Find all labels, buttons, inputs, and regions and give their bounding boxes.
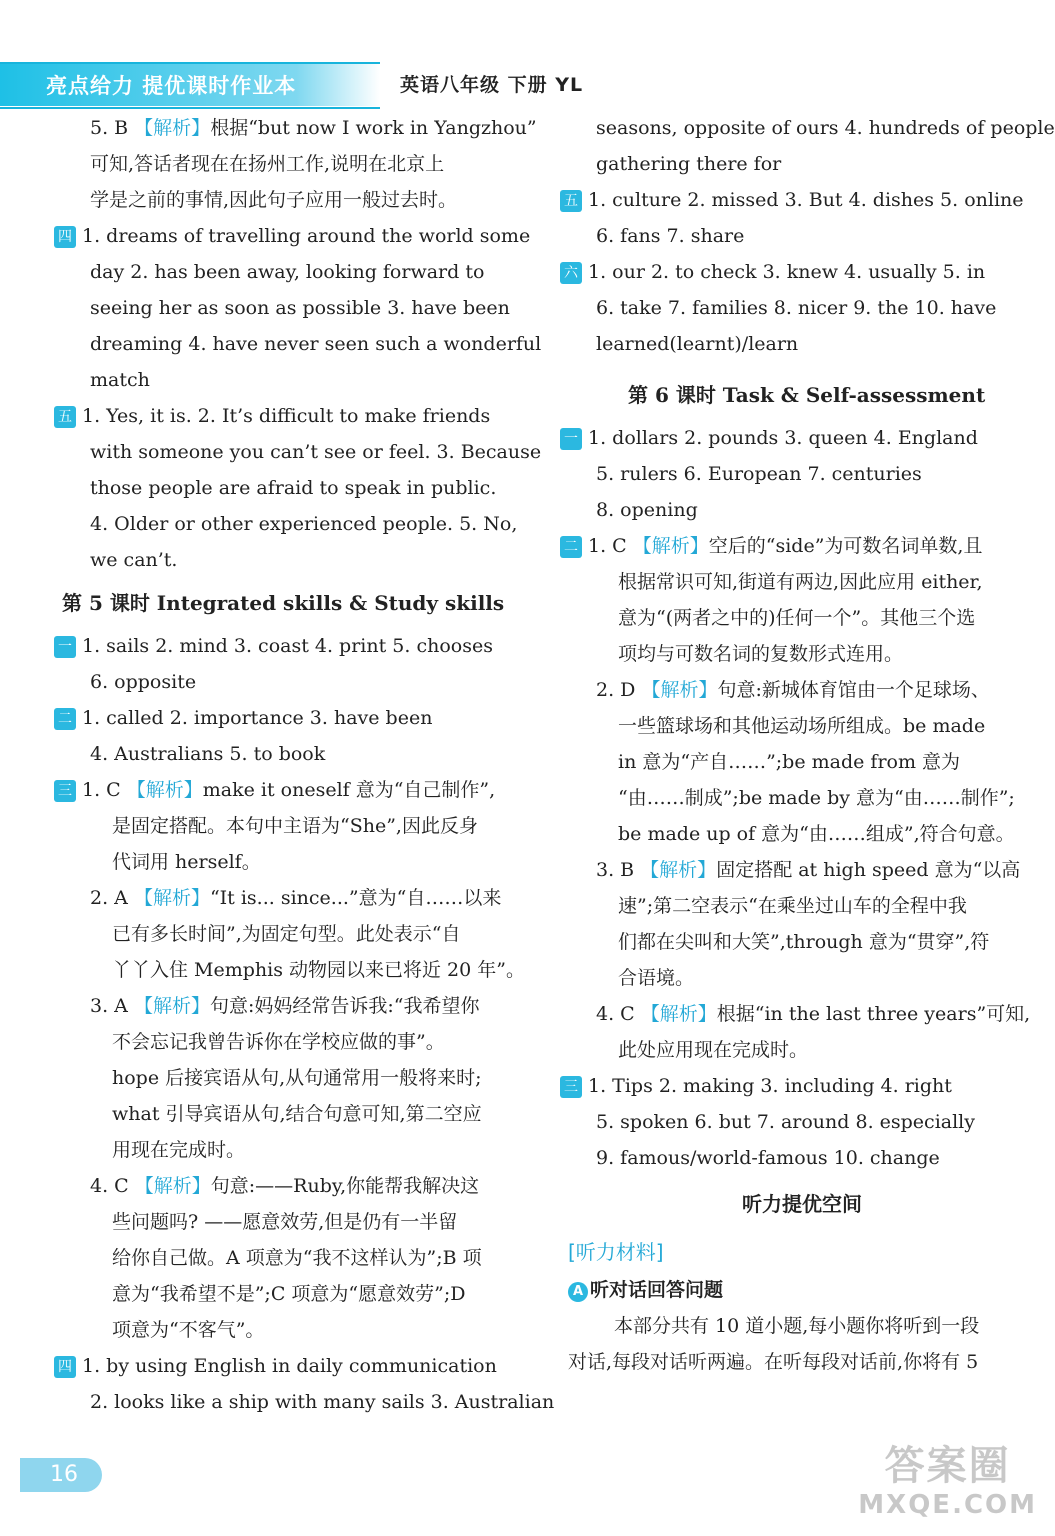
- answer-text: 意为“(两者之中的)任何一个”。其他三个选: [618, 607, 976, 629]
- answer-text: 1. C 【解析】make it oneself 意为“自己制作”,: [82, 779, 496, 801]
- answer-line: [58, 700, 538, 736]
- answer-line: [568, 218, 1036, 254]
- answer-line: [568, 110, 1055, 146]
- answer-line: [62, 1096, 538, 1132]
- answer-line: [568, 924, 1036, 960]
- answer-line: [568, 672, 1036, 708]
- section-number-icon: 五: [560, 190, 582, 212]
- answer-line: [62, 1024, 538, 1060]
- answer-line: [62, 254, 538, 290]
- lesson5-title: 第 5 课时 Integrated skills & Study skills: [62, 591, 505, 615]
- section-number-icon: 二: [560, 536, 582, 558]
- answer-block-lesson5-cont: [564, 110, 1055, 362]
- answer-text: 3. A 【解析】句意:妈妈经常告诉我:“我希望你: [90, 995, 480, 1017]
- analysis-tag: 【解析】: [641, 679, 718, 701]
- answer-text: 是固定搭配。本句中主语为“She”,因此反身: [112, 815, 478, 837]
- answer-text: 6. opposite: [90, 671, 197, 693]
- answer-text: 2. D 【解析】句意:新城体育馆由一个足球场、: [596, 679, 990, 701]
- answer-line: [62, 506, 538, 542]
- answer-line: [568, 744, 1036, 780]
- section-number-icon: 三: [54, 780, 76, 802]
- listening-paragraph-line: 对话,每段对话听两遍。在听每段对话前,你将有 5: [568, 1351, 979, 1373]
- answer-text: day 2. has been away, looking forward to: [90, 261, 485, 283]
- analysis-tag: 【解析】: [640, 859, 717, 881]
- answer-block-lesson4: [58, 110, 542, 578]
- answer-text: 6. take 7. families 8. nicer 9. the 10. have: [596, 297, 997, 319]
- part-title: 听对话回答问题: [590, 1279, 724, 1301]
- answer-text: 1. called 2. importance 3. have been: [82, 707, 433, 729]
- right-column: [564, 110, 1055, 1380]
- answer-line: [568, 146, 1036, 182]
- answer-text: 用现在完成时。: [112, 1139, 246, 1161]
- answer-text: “由……制成”;be made by 意为“由……制作”;: [618, 787, 1015, 809]
- answer-text: 3. B 【解析】固定搭配 at high speed 意为“以高: [596, 859, 1021, 881]
- answer-line: [568, 492, 1036, 528]
- answer-text: 项均与可数名词的复数形式连用。: [618, 643, 904, 665]
- answer-line: [62, 664, 538, 700]
- answer-text: 给你自己做。A 项意为“我不这样认为”;B 项: [112, 1247, 482, 1269]
- answer-text: 些问题吗? ——愿意效劳,但是仍有一半留: [112, 1211, 458, 1233]
- answer-text: we can’t.: [90, 549, 178, 571]
- answer-line: [568, 780, 1036, 816]
- section-number-icon: 三: [560, 1076, 582, 1098]
- answer-block-lesson5: [58, 628, 555, 1420]
- answer-line: [568, 456, 1036, 492]
- answer-text: 代词用 herself。: [112, 851, 261, 873]
- answer-text: what 引导宾语从句,结合句意可知,第二空应: [112, 1103, 482, 1125]
- analysis-tag: 【解析】: [134, 117, 211, 139]
- answer-text: 丫丫入住 Memphis 动物园以来已将近 20 年”。: [112, 959, 525, 981]
- answer-text: 意为“我希望不是”;C 项意为“愿意效劳”;D: [112, 1283, 466, 1305]
- answer-text: 1. Yes, it is. 2. It’s difficult to make friends: [82, 405, 491, 427]
- answer-line: [58, 628, 538, 664]
- listening-section-title: 听力提优空间: [742, 1192, 862, 1216]
- answer-line: [568, 888, 1036, 924]
- answer-line: [568, 600, 1036, 636]
- answer-text: be made up of 意为“由……组成”,符合句意。: [618, 823, 1015, 845]
- page-number: 16: [20, 1458, 102, 1492]
- answer-line: [568, 1104, 1036, 1140]
- answer-text: 1. by using English in daily communication: [82, 1355, 497, 1377]
- answer-line: [58, 218, 538, 254]
- answer-text: 1. our 2. to check 3. knew 4. usually 5. in: [588, 261, 986, 283]
- analysis-tag: 【解析】: [632, 535, 709, 557]
- answer-line: [62, 808, 538, 844]
- answer-line: [62, 182, 538, 218]
- answer-text: with someone you can’t see or feel. 3. Because: [90, 441, 542, 463]
- answer-text: those people are afraid to speak in public.: [90, 477, 497, 499]
- answer-line: [62, 1132, 538, 1168]
- book-subject: 英语八年级 下册 YL: [400, 74, 584, 96]
- answer-line: [62, 1384, 555, 1420]
- section-number-icon: 二: [54, 708, 76, 730]
- answer-text: 5. B 【解析】根据“but now I work in Yangzhou”: [90, 117, 537, 139]
- answer-line: [568, 290, 1036, 326]
- answer-line: [62, 880, 538, 916]
- answer-text: 根据常识可知,街道有两边,因此应用 either,: [618, 571, 983, 593]
- answer-text: 速”;第二空表示“在乘坐过山车的全程中我: [618, 895, 967, 917]
- answer-line: [58, 1348, 538, 1384]
- answer-line: [62, 1168, 538, 1204]
- answer-line: [62, 1240, 538, 1276]
- answer-line: [62, 1204, 538, 1240]
- answer-text: 学是之前的事情,因此句子应用一般过去时。: [90, 189, 458, 211]
- answer-text: seeing her as soon as possible 3. have been: [90, 297, 510, 319]
- answer-text: 1. culture 2. missed 3. But 4. dishes 5. online: [588, 189, 1024, 211]
- answer-text: 4. C 【解析】句意:——Ruby,你能帮我解决这: [90, 1175, 480, 1197]
- answer-line: [564, 1068, 1036, 1104]
- header-band: [0, 62, 380, 106]
- section-number-icon: 六: [560, 262, 582, 284]
- section-number-icon: 一: [560, 428, 582, 450]
- answer-line: [564, 254, 1036, 290]
- answer-text: 一些篮球场和其他运动场所组成。be made: [618, 715, 986, 737]
- answer-line: [62, 1312, 538, 1348]
- left-column: [58, 110, 555, 1420]
- answer-line: [568, 636, 1036, 672]
- answer-text: 5. spoken 6. but 7. around 8. especially: [596, 1111, 975, 1133]
- answer-line: [564, 182, 1036, 218]
- answer-text: 1. sails 2. mind 3. coast 4. print 5. chooses: [82, 635, 493, 657]
- answer-line: [62, 146, 538, 182]
- answer-line: [564, 420, 1036, 456]
- answer-line: [62, 434, 542, 470]
- answer-text: in 意为“产自……”;be made from 意为: [618, 751, 961, 773]
- watermark: [858, 1442, 1037, 1520]
- answer-text: 1. Tips 2. making 3. including 4. right: [588, 1075, 952, 1097]
- answer-line: [568, 708, 1036, 744]
- answer-text: 已有多长时间”,为固定句型。此处表示“自: [112, 923, 461, 945]
- answer-line: [62, 326, 542, 362]
- answer-line: [568, 326, 1036, 362]
- answer-line: [568, 1032, 1036, 1068]
- answer-line: [62, 470, 538, 506]
- answer-text: gathering there for: [596, 153, 782, 175]
- book-brand: 亮点给力 提优课时作业本: [46, 74, 297, 98]
- answer-line: [564, 528, 1036, 564]
- answer-text: hope 后接宾语从句,从句通常用一般将来时;: [112, 1067, 482, 1089]
- section-number-icon: 一: [54, 636, 76, 658]
- answer-text: 不会忘记我曾告诉你在学校应做的事”。: [112, 1031, 445, 1053]
- part-a-badge: A: [568, 1282, 588, 1302]
- answer-text: 2. A 【解析】“It is... since...”意为“自……以来: [90, 887, 502, 909]
- answer-text: 合语境。: [618, 967, 695, 989]
- answer-text: 8. opening: [596, 499, 698, 521]
- answer-text: 1. dreams of travelling around the world some: [82, 225, 531, 247]
- lesson6-title: 第 6 课时 Task & Self-assessment: [628, 383, 986, 407]
- answer-text: learned(learnt)/learn: [596, 333, 799, 355]
- listening-material-tag: [听力材料]: [568, 1240, 664, 1264]
- answer-line: [62, 1276, 538, 1312]
- answer-text: 可知,答话者现在在扬州工作,说明在北京上: [90, 153, 445, 175]
- answer-line: [568, 816, 1036, 852]
- answer-text: 1. dollars 2. pounds 3. queen 4. England: [588, 427, 978, 449]
- answer-line: [62, 736, 538, 772]
- answer-text: 4. Older or other experienced people. 5. No,: [90, 513, 518, 535]
- listening-paragraph-line: 本部分共有 10 道小题,每小题你将听到一段: [614, 1315, 980, 1337]
- analysis-tag: 【解析】: [640, 1003, 717, 1025]
- answer-line: [58, 398, 538, 434]
- answer-text: 9. famous/world-famous 10. change: [596, 1147, 940, 1169]
- answer-line: [62, 916, 538, 952]
- answer-text: dreaming 4. have never seen such a wonderful: [90, 333, 542, 355]
- answer-block-lesson6: [564, 420, 1036, 1176]
- answer-line: [568, 960, 1036, 996]
- answer-line: [568, 564, 1036, 600]
- answer-text: 项意为“不客气”。: [112, 1319, 265, 1341]
- page-header: [0, 62, 1051, 104]
- answer-line: [568, 1140, 1036, 1176]
- answer-text: 4. C 【解析】根据“in the last three years”可知,: [596, 1003, 1031, 1025]
- answer-text: 4. Australians 5. to book: [90, 743, 326, 765]
- answer-line: [62, 542, 538, 578]
- answer-line: [62, 290, 538, 326]
- listening-part-heading: [568, 1272, 1036, 1308]
- section-number-icon: 四: [54, 1356, 76, 1378]
- answer-text: 1. C 【解析】空后的“side”为可数名词单数,且: [588, 535, 983, 557]
- answer-text: 2. looks like a ship with many sails 3. Australian: [90, 1391, 555, 1413]
- section-number-icon: 五: [54, 406, 76, 428]
- analysis-tag: 【解析】: [133, 995, 210, 1017]
- answer-line: [62, 110, 538, 146]
- analysis-tag: 【解析】: [126, 779, 203, 801]
- answer-line: [568, 852, 1036, 888]
- answer-text: 6. fans 7. share: [596, 225, 745, 247]
- watermark-logo: 答案圈: [884, 1443, 1011, 1489]
- answer-text: seasons, opposite of ours 4. hundreds of people: [596, 117, 1055, 139]
- answer-line: [58, 772, 538, 808]
- answer-line: [62, 844, 538, 880]
- answer-line: [62, 362, 538, 398]
- answer-line: [568, 996, 1036, 1032]
- answer-text: match: [90, 369, 150, 391]
- analysis-tag: 【解析】: [133, 887, 210, 909]
- answer-text: 此处应用现在完成时。: [618, 1039, 809, 1061]
- answer-text: 们都在尖叫和大笑”,through 意为“贯穿”,符: [618, 931, 990, 953]
- answer-text: 5. rulers 6. European 7. centuries: [596, 463, 922, 485]
- answer-line: [62, 1060, 538, 1096]
- answer-line: [62, 988, 538, 1024]
- answer-line: [62, 952, 538, 988]
- section-number-icon: 四: [54, 226, 76, 248]
- analysis-tag: 【解析】: [134, 1175, 211, 1197]
- watermark-url: MXQE.COM: [858, 1490, 1037, 1520]
